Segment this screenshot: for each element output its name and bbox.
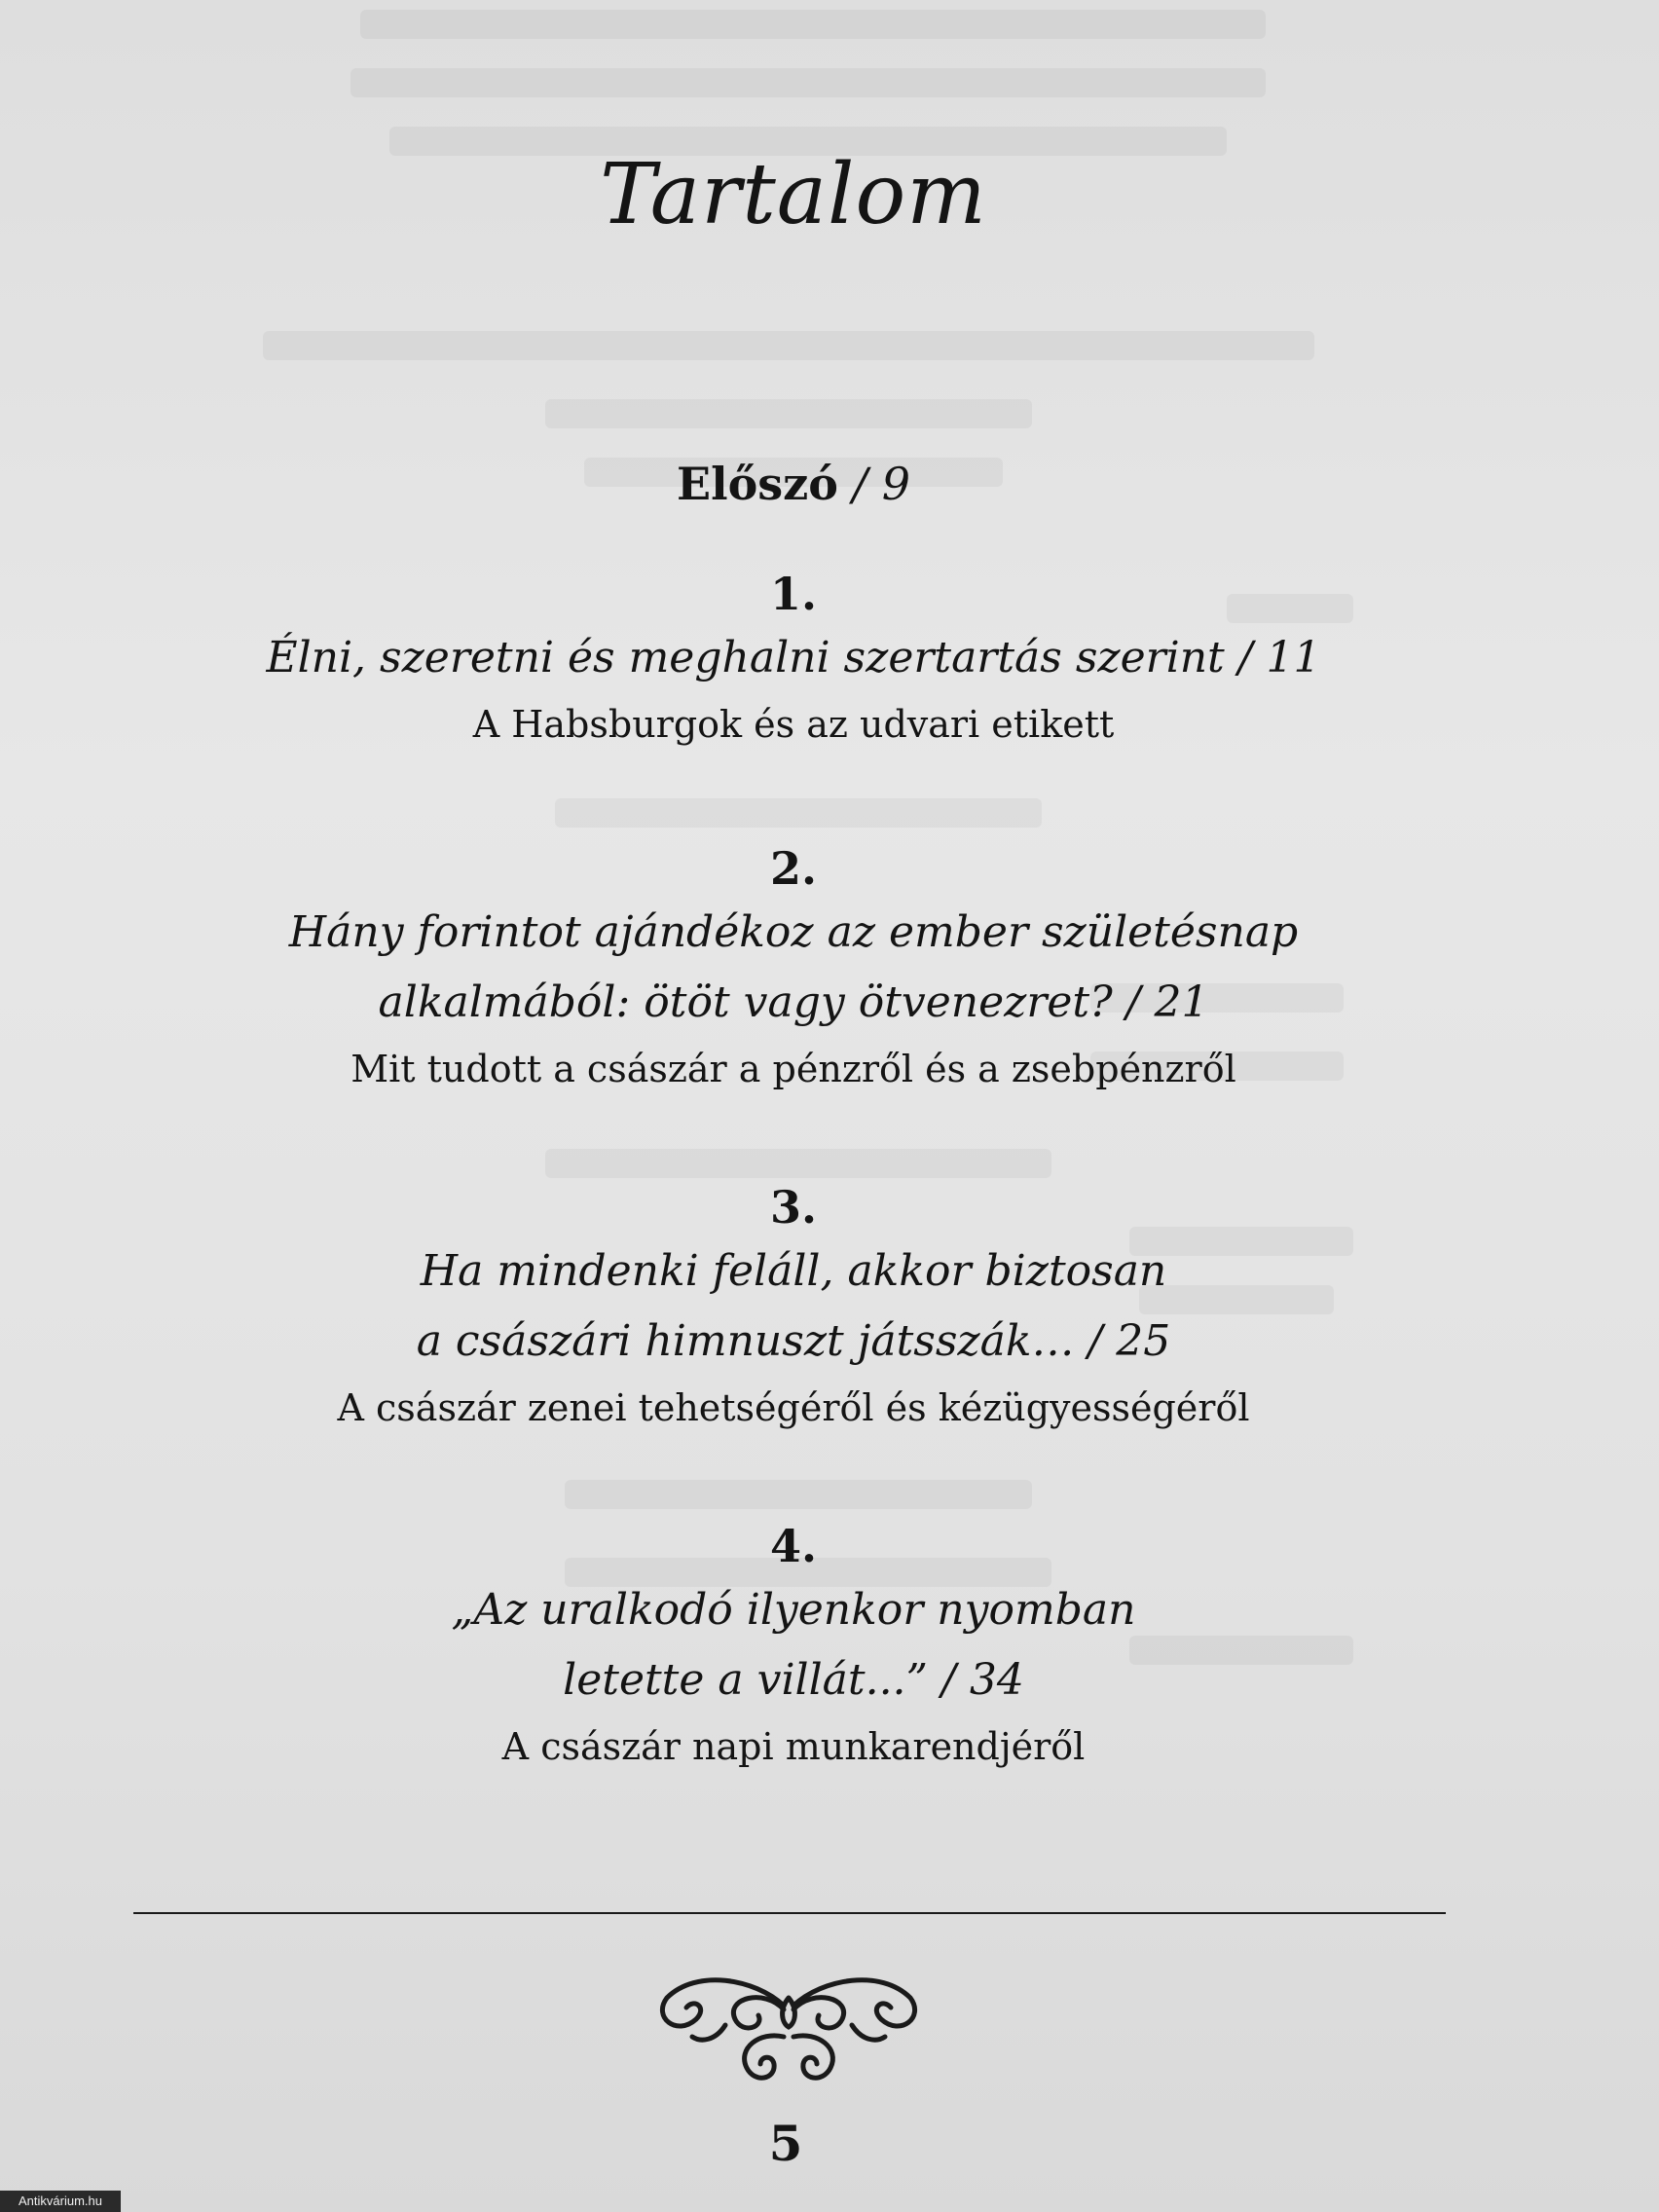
preface-entry[interactable]	[0, 458, 1587, 510]
section-number: 2.	[769, 842, 818, 895]
scroll-flourish-icon	[657, 1959, 920, 2095]
section-subtitle: A Habsburgok és az udvari etikett	[472, 703, 1115, 746]
toc-section-2[interactable]	[0, 839, 1587, 1100]
toc-section-1[interactable]	[0, 565, 1587, 756]
section-title: Hány forintot ajándékoz az ember születésnap alkalmából: ötöt vagy ötvenezret? / 21	[288, 907, 1299, 1027]
divider-line	[133, 1912, 1446, 1914]
watermark-label: Antikvárium.hu	[0, 2191, 121, 2212]
section-subtitle: A császár napi munkarendjéről	[501, 1725, 1086, 1768]
section-subtitle: A császár zenei tehetségéről és kézügyességéről	[337, 1386, 1250, 1429]
page-number: 5	[768, 2115, 803, 2172]
section-number: 3.	[769, 1181, 818, 1234]
section-subtitle: Mit tudott a császár a pénzről és a zsebpénzről	[350, 1048, 1236, 1090]
section-number: 1.	[769, 568, 818, 620]
preface-page: / 9	[852, 458, 910, 510]
toc-section-3[interactable]	[0, 1178, 1587, 1439]
section-title: „Az uralkodó ilyenkor nyomban letette a villát...” / 34	[451, 1585, 1136, 1705]
section-title: Élni, szeretni és meghalni szertartás szerint / 11	[266, 633, 1321, 682]
section-title: Ha mindenki feláll, akkor biztosan a császári himnuszt játsszák… / 25	[416, 1246, 1171, 1366]
page-title: Tartalom	[600, 146, 987, 243]
section-number: 4.	[769, 1520, 818, 1572]
preface-label: Előszó	[677, 458, 838, 510]
toc-section-4[interactable]	[0, 1517, 1587, 1778]
